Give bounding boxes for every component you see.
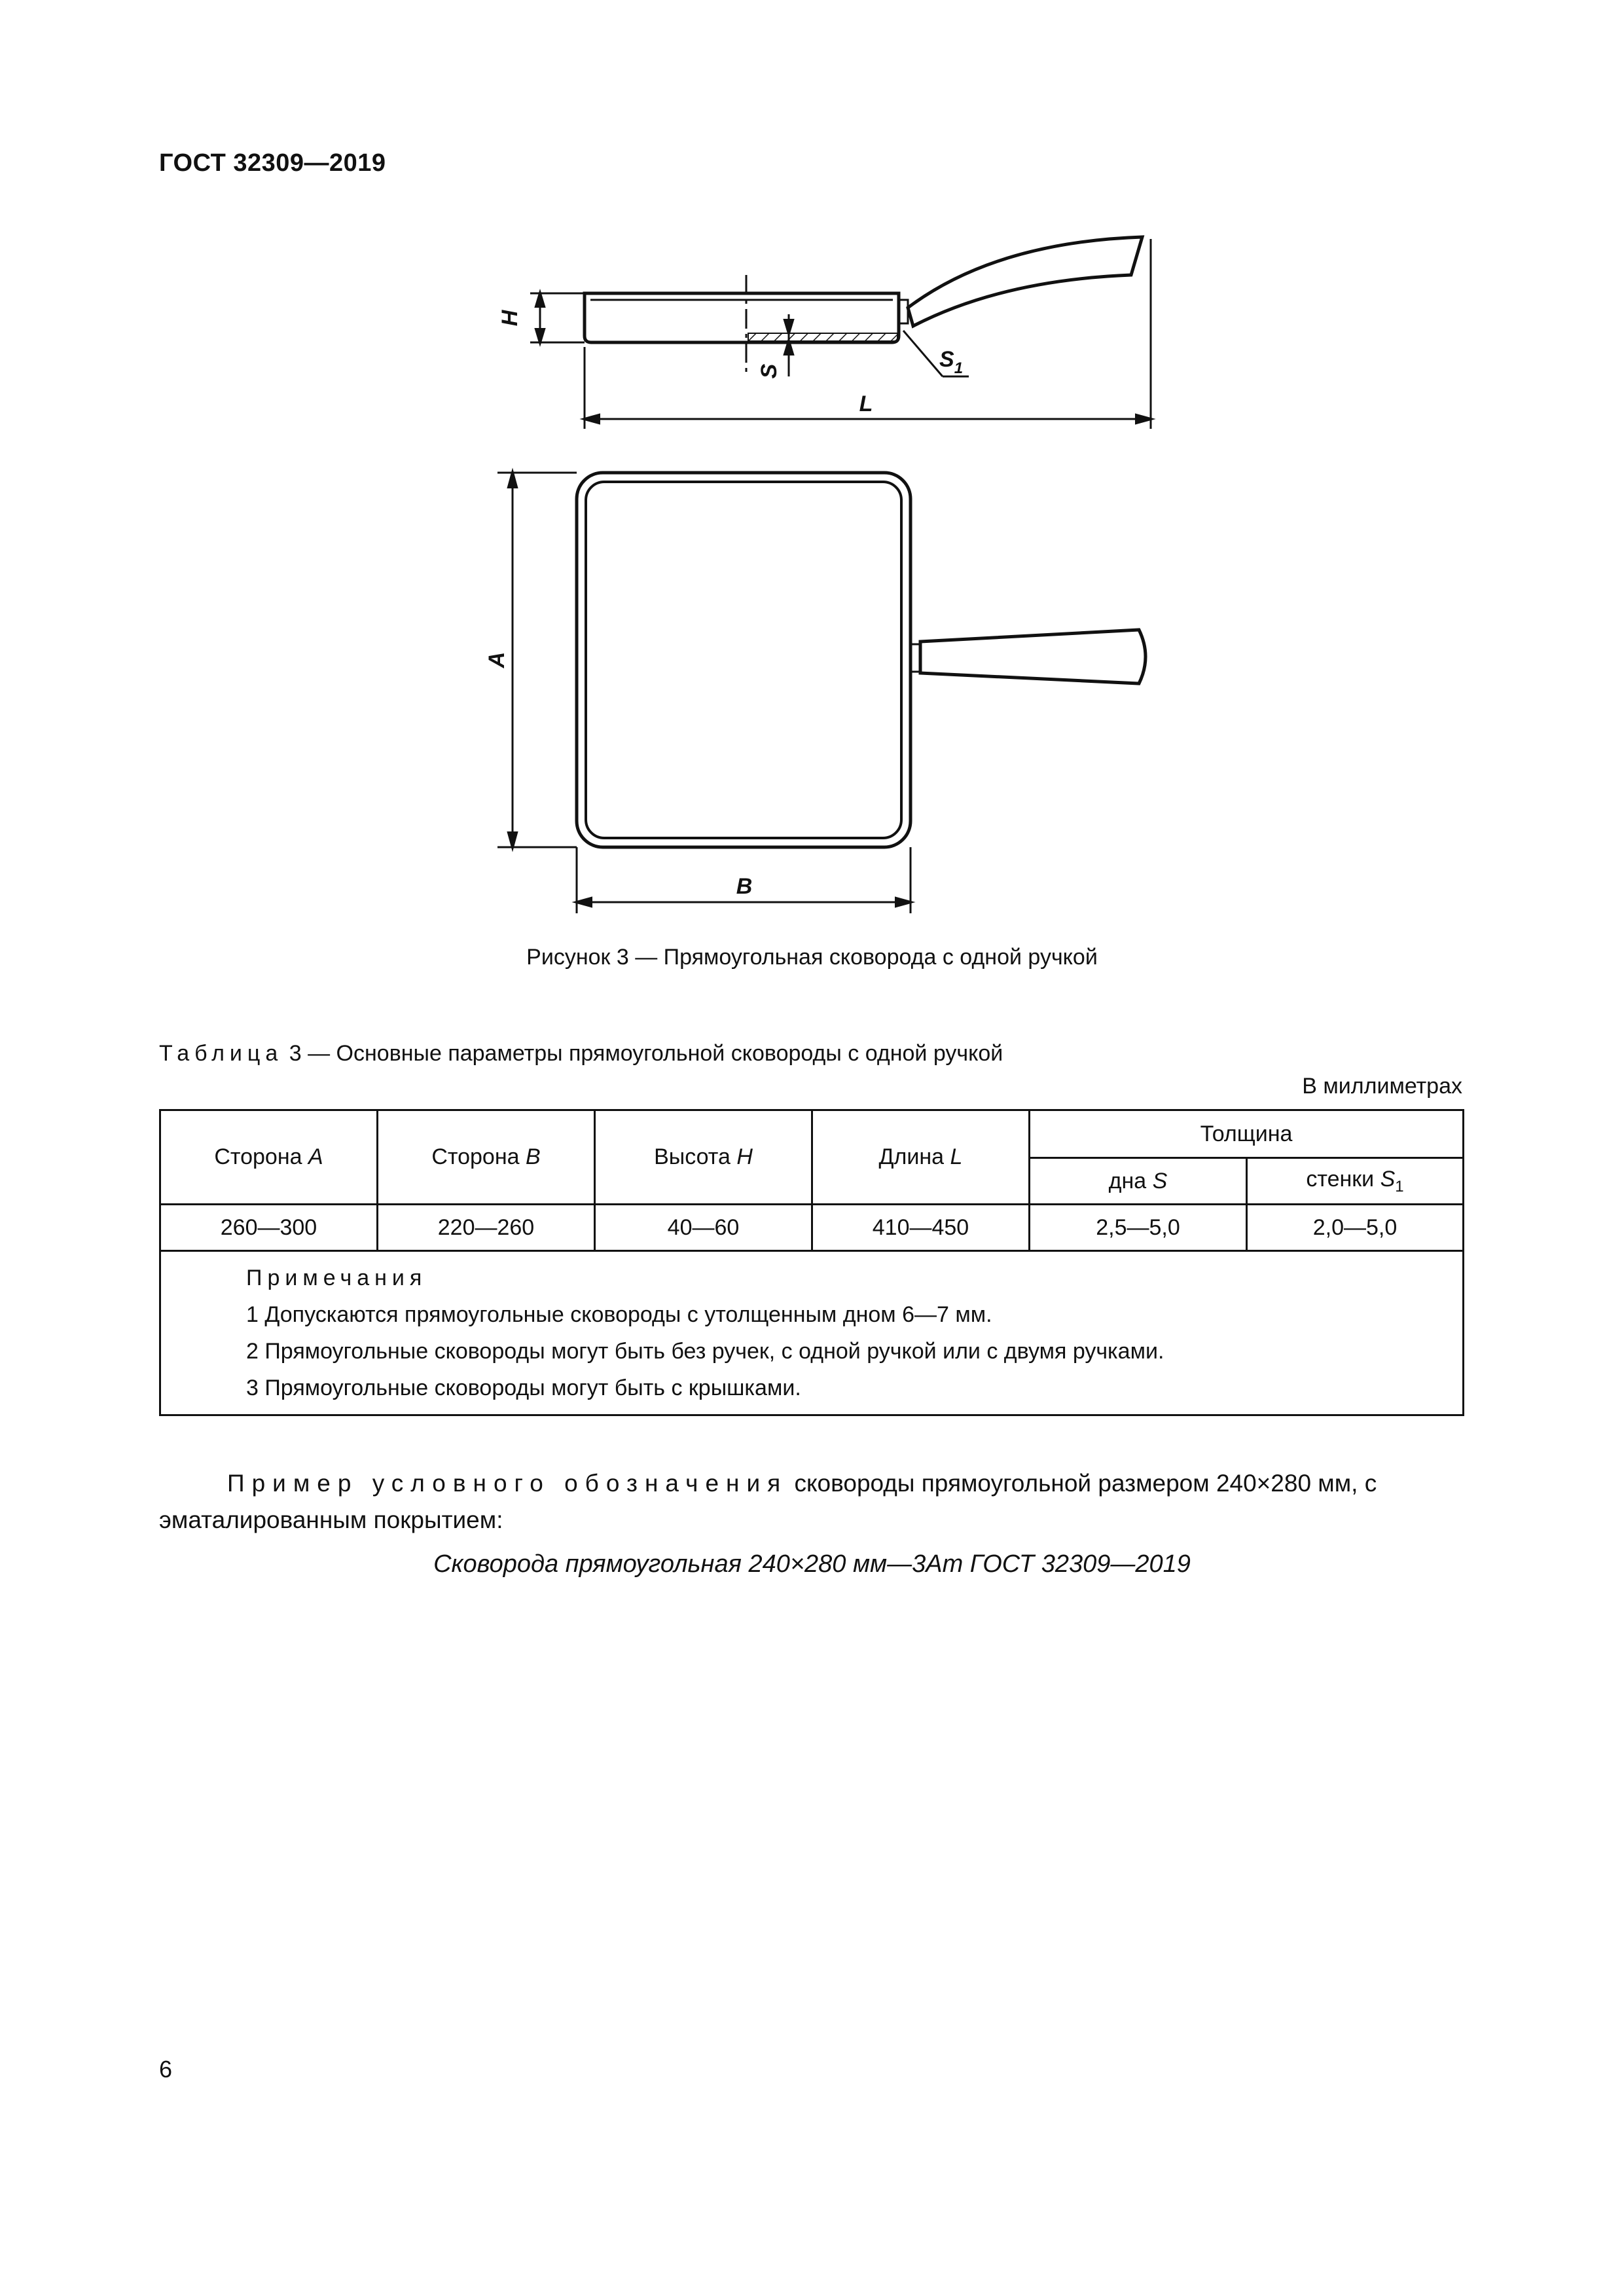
dimension-label-s1: $S_1$ [939, 347, 964, 377]
table-row [160, 1205, 1464, 1251]
header-side-b: Сторона B [378, 1110, 595, 1205]
cell-side-b: 220—260 [378, 1205, 595, 1251]
header-bottom: дна S [1030, 1158, 1247, 1205]
example-paragraph: Пример условного обозначения сковороды прямоугольной размером 240×280 мм, с эматалированным покрытием: [159, 1470, 1377, 1533]
dimension-label-h: H [497, 310, 522, 327]
cell-length: 410—450 [812, 1205, 1030, 1251]
header-height: Высота H [595, 1110, 812, 1205]
dimension-label-b: B [736, 874, 753, 899]
cell-bottom: 2,5—5,0 [1030, 1205, 1247, 1251]
cell-wall: 2,0—5,0 [1247, 1205, 1464, 1251]
table-units: В миллиметрах [1302, 1074, 1462, 1099]
header-length: Длина L [812, 1110, 1030, 1205]
note-3: 3 Прямоугольные сковороды могут быть с крышками. [246, 1376, 801, 1400]
dimension-label-s: S [757, 363, 782, 379]
example-designation: Сковорода прямоугольная 240×280 мм—3Ат ГОСТ 32309—2019 [433, 1550, 1191, 1578]
cell-height: 40—60 [595, 1205, 812, 1251]
notes-title: Примечания [246, 1266, 427, 1290]
header-side-a: Сторона A [160, 1110, 378, 1205]
header-wall: стенки $S_1$ [1247, 1158, 1464, 1205]
parameters-table [159, 1109, 1464, 1416]
note-2: 2 Прямоугольные сковороды могут быть без ручек, с одной ручкой или с двумя ручками. [246, 1339, 1164, 1364]
side-view [530, 237, 1151, 429]
figure-caption: Рисунок 3 — Прямоугольная сковорода с одной ручкой [526, 945, 1098, 970]
dimension-label-a: A [484, 651, 509, 668]
top-view [497, 473, 1146, 913]
document-code: ГОСТ 32309—2019 [159, 149, 386, 177]
dimension-label-l: L [859, 392, 873, 416]
page-number: 6 [159, 2056, 173, 2083]
note-1: 1 Допускаются прямоугольные сковороды с утолщенным дном 6—7 мм. [246, 1302, 992, 1327]
pan-drawing [0, 0, 1624, 930]
table-caption: Таблица 3 — Основные параметры прямоугольной сковороды с одной ручкой [159, 1041, 1003, 1066]
table-notes [160, 1251, 1464, 1415]
cell-side-a: 260—300 [160, 1205, 378, 1251]
header-thickness: Толщина [1030, 1110, 1464, 1158]
